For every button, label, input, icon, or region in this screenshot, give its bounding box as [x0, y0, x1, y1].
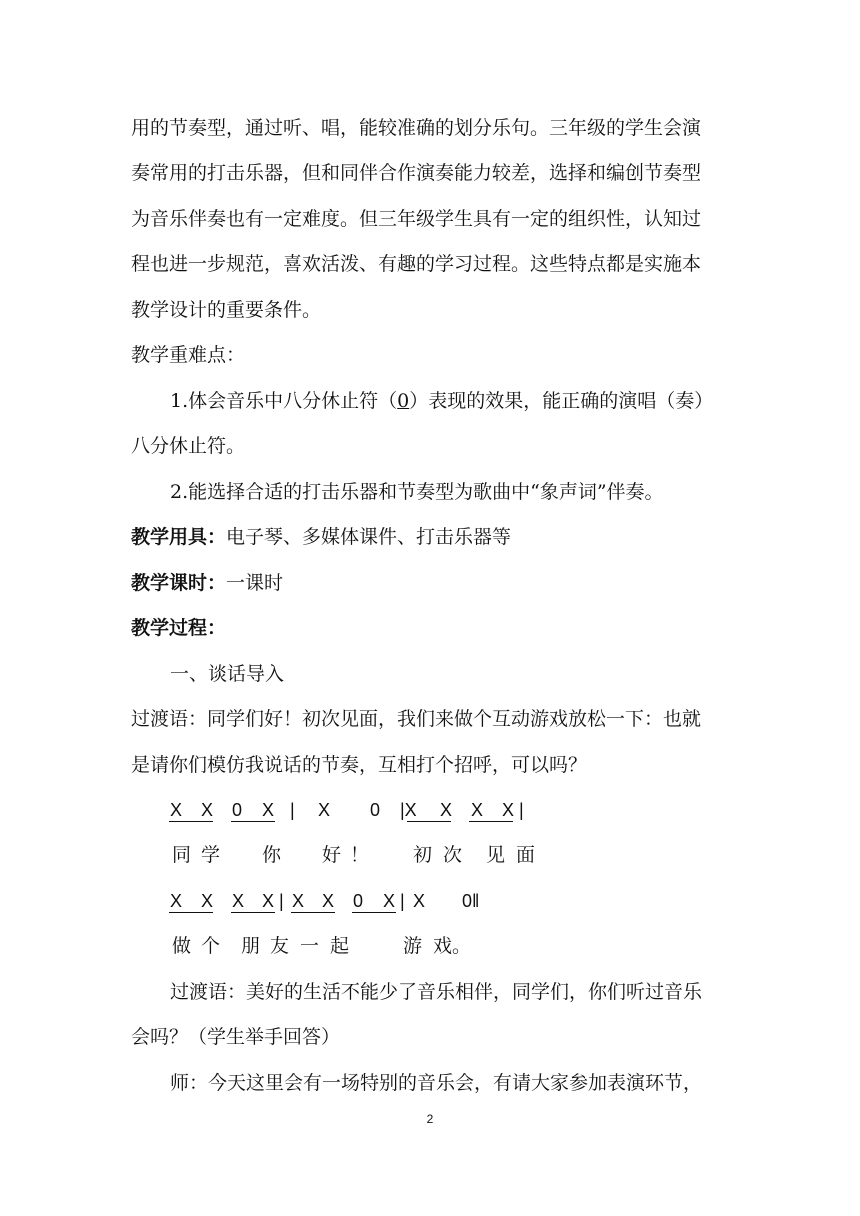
key-point-1-text-end: ）表现的效果，能正确的演唱（奏）	[409, 390, 714, 412]
rhythm-note: X	[170, 891, 183, 911]
heading-key-points: 教学重难点：	[131, 344, 246, 366]
bar-line: |	[290, 800, 295, 820]
lyric: 次	[443, 844, 463, 866]
rhythm-note: X |	[262, 891, 284, 911]
rhythm-note: X	[292, 891, 305, 911]
transition-line: 会吗？（学生举手回答）	[131, 1026, 341, 1048]
rhythm-rest: 0	[370, 800, 381, 820]
beam-line	[169, 912, 213, 913]
tools-label: 教学用具：	[131, 526, 227, 548]
teacher-line: 师：今天这里会有一场特别的音乐会，有请大家参加表演环节，	[170, 1072, 703, 1094]
lyric: 初	[413, 844, 433, 866]
rhythm-note: X |	[502, 800, 524, 820]
hours-label: 教学课时：	[131, 572, 227, 594]
tools-value: 电子琴、多媒体课件、打击乐器等	[226, 526, 512, 548]
lyric: 朋	[241, 935, 261, 957]
process-heading: 教学过程：	[131, 617, 227, 639]
rhythm-note: X	[201, 891, 214, 911]
paragraph-line: 用的节奏型，通过听、唱，能较准确的划分乐句。三年级的学生会演	[131, 117, 702, 139]
hours-value: 一课时	[226, 572, 284, 594]
rhythm-note: X	[201, 800, 214, 820]
transition-line: 过渡语：同学们好！初次见面，我们来做个互动游戏放松一下：也就	[131, 708, 702, 730]
lyric: 友	[270, 935, 290, 957]
tools-line	[131, 524, 511, 550]
beam-line	[169, 821, 213, 822]
lyric: 学	[201, 844, 221, 866]
lyric: 起	[330, 935, 350, 957]
lyric: 同	[172, 844, 192, 866]
rhythm-note: X	[232, 891, 245, 911]
beam-line	[291, 912, 335, 913]
rhythm-rest: 0	[353, 891, 364, 911]
rhythm-note: X	[471, 800, 484, 820]
hours-line	[131, 570, 283, 596]
beam-line	[231, 912, 275, 913]
lyric: 做	[172, 935, 192, 957]
key-point-1-text: 1.体会音乐中八分休止符（	[170, 390, 398, 412]
lyric: 一	[300, 935, 320, 957]
lyric: 见	[486, 844, 506, 866]
paragraph-line: 为音乐伴奏也有一定难度。但三年级学生具有一定的组织性，认知过	[131, 208, 702, 230]
rhythm-note: X	[440, 800, 453, 820]
rhythm-note: |X	[400, 800, 417, 820]
key-point-1-continued: 八分休止符。	[131, 435, 246, 457]
rhythm-note: X	[322, 891, 335, 911]
lyric: 好	[322, 844, 342, 866]
paragraph-line: 奏常用的打击乐器，但和同伴合作演奏能力较差，选择和编创节奏型	[131, 162, 702, 184]
lyric: 个	[201, 935, 221, 957]
lyric: 游	[403, 935, 423, 957]
rhythm-note: X	[170, 800, 183, 820]
rhythm-note: X	[318, 800, 331, 820]
section-heading: 一、谈话导入	[170, 663, 285, 685]
lyric: 戏。	[433, 935, 472, 957]
key-point-1	[170, 388, 713, 414]
beam-line	[469, 821, 513, 822]
page-number: 2	[426, 1112, 434, 1126]
lyric: 你	[262, 844, 282, 866]
transition-line: 是请你们模仿我说话的节奏，互相打个招呼，可以吗？	[131, 754, 588, 776]
beam-line	[407, 821, 451, 822]
transition-line: 过渡语：美好的生活不能少了音乐相伴，同学们，你们听过音乐	[170, 981, 703, 1003]
rhythm-rest-end: 0‖	[462, 891, 480, 911]
lyric: ！	[350, 844, 370, 866]
beam-line	[352, 912, 396, 913]
lyric: 面	[516, 844, 536, 866]
rhythm-note: X	[413, 891, 426, 911]
rhythm-note: X |	[383, 891, 405, 911]
key-point-2: 2.能选择合适的打击乐器和节奏型为歌曲中“象声词”伴奏。	[170, 481, 664, 503]
rest-symbol: 0	[397, 390, 410, 412]
rhythm-rest: 0	[232, 800, 243, 820]
paragraph-line: 程也进一步规范，喜欢活泼、有趣的学习过程。这些特点都是实施本	[131, 253, 702, 275]
paragraph-line: 教学设计的重要条件。	[131, 299, 322, 321]
rhythm-note: X	[262, 800, 275, 820]
beam-line	[231, 821, 275, 822]
